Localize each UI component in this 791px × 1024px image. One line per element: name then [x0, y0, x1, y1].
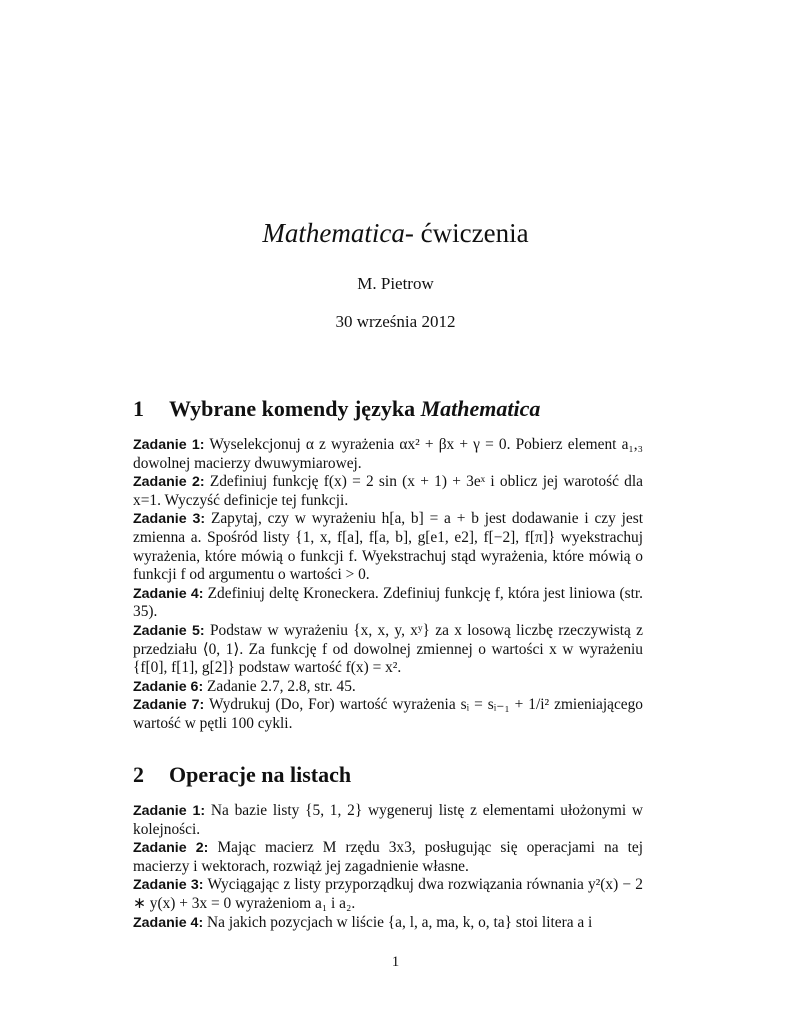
- section-heading: [133, 762, 643, 788]
- task-text: Wydrukuj (Do, For) wartość wyrażenia sᵢ = sᵢ₋₁ + 1/i² zmieniającego wartość w pętli 100 cykli.: [133, 696, 643, 732]
- task-label: Zadanie 2:: [133, 840, 209, 857]
- task-text: Zadanie 2.7, 2.8, str. 45.: [207, 677, 356, 695]
- document-title: [0, 218, 791, 249]
- task-label: Zadanie 5:: [133, 622, 205, 639]
- task-label: Zadanie 1:: [133, 437, 205, 453]
- task-label: Zadanie 7:: [133, 697, 205, 714]
- section-title: Operacje na listach: [169, 762, 352, 787]
- task-label: Zadanie 4:: [133, 914, 204, 931]
- task-7: [133, 696, 643, 733]
- task-label: Zadanie 3:: [133, 511, 206, 528]
- section-2: [133, 762, 643, 932]
- task-1: [133, 802, 643, 839]
- task-text: Wyselekcjonuj α z wyrażenia αx² + βx + γ = 0. Pobierz element a₁,₃ dowolnej macierzy dwuwymiarowej.: [133, 436, 644, 472]
- task-1: [133, 436, 643, 473]
- task-text: Zapytaj, czy w wyrażeniu h[a, b] = a + b jest dodawanie i czy jest zmienna a. Spośród listy {1, x, f[a], f[a, b], g[e1, e2], f[−2], f[π]} wyekstrachuj wyrażenia, które mówią o funkcji f. Wyekstrachuj stąd wyrażenia, które mówią o funkcji f od argumentu o wartości > 0.: [133, 510, 643, 584]
- task-label: Zadanie 3:: [133, 877, 204, 894]
- page-number: 1: [391, 954, 400, 970]
- task-label: Zadanie 2:: [133, 474, 205, 491]
- task-2: [133, 839, 643, 876]
- section-1: [133, 396, 643, 734]
- task-4: [133, 914, 643, 933]
- section-number: 2: [133, 762, 144, 787]
- task-text: Podstaw w wyrażeniu {x, x, y, xʸ} za x losową liczbę rzeczywistą z przedziału ⟨0, 1⟩. Za funkcję f od dowolnej zmiennej o wartości x w wyrażeniu {f[0], f[1], g[2]} podstaw wartość f(x) = x².: [133, 621, 643, 677]
- task-3: [133, 510, 643, 584]
- task-text: Zdefiniuj deltę Kroneckera. Zdefiniuj funkcję f, która jest liniowa (str. 35).: [133, 584, 643, 621]
- task-list: [133, 802, 643, 932]
- task-label: Zadanie 4:: [133, 585, 204, 602]
- task-text: Na jakich pozycjach w liście {a, l, a, ma, k, o, ta} stoi litera a i: [207, 913, 593, 931]
- date: 30 września 2012: [335, 312, 456, 331]
- section-number: 1: [133, 396, 144, 421]
- task-text: Mając macierz M rzędu 3x3, posługując się operacjami na tej macierzy i wektorach, rozwiąż jej zagadnienie własne.: [133, 839, 643, 875]
- task-text: Zdefiniuj funkcję f(x) = 2 sin (x + 1) + 3eˣ i oblicz jej warotość dla x=1. Wyczyść definicje tej funkcji.: [133, 473, 643, 509]
- task-2: [133, 473, 643, 510]
- task-text: Wyciągając z listy przyporządkuj dwa rozwiązania równania y²(x) − 2 ∗ y(x) + 3x = 0 wyrażeniom a₁ i a₂.: [133, 876, 643, 912]
- task-label: Zadanie 1:: [133, 803, 206, 819]
- task-label: Zadanie 6:: [133, 678, 204, 695]
- section-heading: [133, 396, 643, 422]
- section-title-italic: Mathematica: [420, 396, 541, 421]
- title-italic: Mathematica: [262, 218, 405, 248]
- task-6: [133, 678, 643, 697]
- task-list: [133, 436, 643, 734]
- task-text: Na bazie listy {5, 1, 2} wygeneruj listę z elementami ułożonymi w kolejności.: [133, 802, 643, 838]
- author: M. Pietrow: [357, 274, 434, 293]
- title-rest: - ćwiczenia: [404, 218, 529, 248]
- section-title: Wybrane komendy języka: [169, 396, 416, 421]
- task-4: [133, 585, 643, 622]
- task-5: [133, 622, 643, 678]
- task-3: [133, 876, 643, 913]
